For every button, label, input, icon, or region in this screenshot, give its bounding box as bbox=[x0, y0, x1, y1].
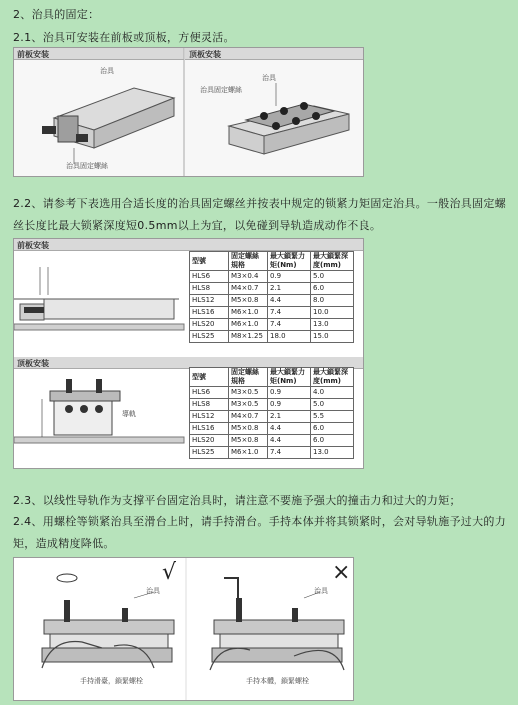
table-front-title: 前板安装 bbox=[17, 241, 49, 250]
table-header: 最大鎖緊力矩(Nm) bbox=[268, 368, 311, 387]
table-top-title: 顶板安装 bbox=[17, 359, 49, 368]
table-cell: 2.1 bbox=[268, 411, 311, 423]
table-cell: 4.4 bbox=[268, 435, 311, 447]
text-2-1: 2.1、治具可安装在前板或顶板，方便灵活。 bbox=[13, 31, 235, 44]
ng-mark: × bbox=[332, 560, 351, 585]
table-cell: 6.0 bbox=[311, 435, 354, 447]
table-cell: 6.0 bbox=[311, 423, 354, 435]
top-mount-title: 顶板安装 bbox=[189, 50, 221, 59]
table-row bbox=[190, 447, 354, 459]
table-cell: HLS16 bbox=[190, 307, 229, 319]
table-cell: M3×0.5 bbox=[229, 387, 268, 399]
table-cell: 0.9 bbox=[268, 387, 311, 399]
top-screw-label: 治具固定螺絲 bbox=[200, 86, 242, 94]
table-row bbox=[190, 271, 354, 283]
front-jig-label: 治具 bbox=[100, 67, 114, 75]
table-cell: 5.0 bbox=[311, 271, 354, 283]
table-cell: 7.4 bbox=[268, 319, 311, 331]
table-row bbox=[190, 399, 354, 411]
text-2-3: 2.3、以线性导轨作为支撑平台固定治具时，请注意不要施予强大的撞击力和过大的力矩； bbox=[13, 494, 461, 507]
table-cell: 0.9 bbox=[268, 271, 311, 283]
top-jig-label: 治具 bbox=[262, 74, 276, 82]
table-cell: 2.1 bbox=[268, 283, 311, 295]
table-cell: M3×0.4 bbox=[229, 271, 268, 283]
table-row bbox=[190, 411, 354, 423]
table-cell: M6×1.0 bbox=[229, 319, 268, 331]
table-cell: 6.0 bbox=[311, 283, 354, 295]
table-cell: M3×0.5 bbox=[229, 399, 268, 411]
right-caption: 手持本體，鎖緊螺栓 bbox=[246, 677, 309, 685]
table-header: 型號 bbox=[190, 368, 229, 387]
table-row bbox=[190, 307, 354, 319]
table-cell: HLS8 bbox=[190, 283, 229, 295]
table-cell: 4.4 bbox=[268, 423, 311, 435]
table-cell: 18.0 bbox=[268, 331, 311, 343]
table-row bbox=[190, 331, 354, 343]
section-heading: 2、治具的固定： bbox=[13, 8, 100, 21]
table-cell: HLS20 bbox=[190, 319, 229, 331]
table-cell: 7.4 bbox=[268, 447, 311, 459]
table-row bbox=[190, 387, 354, 399]
table-cell: M6×1.0 bbox=[229, 307, 268, 319]
table-row bbox=[190, 319, 354, 331]
table-cell: HLS6 bbox=[190, 271, 229, 283]
screw-depth-illustration bbox=[14, 239, 189, 468]
table-cell: 15.0 bbox=[311, 331, 354, 343]
table-cell: HLS20 bbox=[190, 435, 229, 447]
left-jig-label: 治具 bbox=[146, 587, 160, 595]
front-mount-title: 前板安装 bbox=[17, 50, 49, 59]
table-header: 型號 bbox=[190, 252, 229, 271]
top-spec-table bbox=[189, 367, 354, 459]
ok-mark: √ bbox=[162, 560, 177, 585]
table-cell: 5.0 bbox=[311, 399, 354, 411]
table-cell: M5×0.8 bbox=[229, 435, 268, 447]
text-2-4: 2.4、用螺栓等锁紧治具至滑台上时，请手持滑台。手持本体并将其锁紧时，会对导轨施予过大的力矩，造成精度降低。 bbox=[13, 515, 506, 550]
figure-mounting bbox=[13, 47, 364, 177]
figure-screw-tables bbox=[13, 238, 364, 469]
figure-holding bbox=[13, 557, 354, 701]
table-cell: 13.0 bbox=[311, 319, 354, 331]
table-row bbox=[190, 295, 354, 307]
table-header: 固定螺絲規格 bbox=[229, 368, 268, 387]
mounting-illustration bbox=[14, 48, 363, 176]
table-cell: 4.0 bbox=[311, 387, 354, 399]
table-header: 最大鎖緊力矩(Nm) bbox=[268, 252, 311, 271]
table-cell: 5.5 bbox=[311, 411, 354, 423]
table-cell: 4.4 bbox=[268, 295, 311, 307]
table-cell: HLS12 bbox=[190, 295, 229, 307]
table-cell: HLS16 bbox=[190, 423, 229, 435]
table-row bbox=[190, 423, 354, 435]
table-cell: HLS25 bbox=[190, 331, 229, 343]
front-spec-table bbox=[189, 251, 354, 343]
table-header: 最大鎖緊深度(mm) bbox=[311, 252, 354, 271]
table-cell: 10.0 bbox=[311, 307, 354, 319]
table-cell: 7.4 bbox=[268, 307, 311, 319]
table-cell: M5×0.8 bbox=[229, 295, 268, 307]
table-cell: 13.0 bbox=[311, 447, 354, 459]
left-caption: 手持滑臺，鎖緊螺栓 bbox=[80, 677, 143, 685]
table-row bbox=[190, 435, 354, 447]
front-screw-label: 治具固定螺絲 bbox=[66, 162, 108, 170]
table-cell: HLS8 bbox=[190, 399, 229, 411]
table-cell: HLS6 bbox=[190, 387, 229, 399]
table-cell: 8.0 bbox=[311, 295, 354, 307]
table-cell: HLS12 bbox=[190, 411, 229, 423]
table-cell: 0.9 bbox=[268, 399, 311, 411]
table-cell: M8×1.25 bbox=[229, 331, 268, 343]
table-cell: M4×0.7 bbox=[229, 283, 268, 295]
table-cell: M4×0.7 bbox=[229, 411, 268, 423]
table-cell: HLS25 bbox=[190, 447, 229, 459]
table-cell: M5×0.8 bbox=[229, 423, 268, 435]
table-row bbox=[190, 283, 354, 295]
right-jig-label: 治具 bbox=[314, 587, 328, 595]
table-header: 最大鎖緊深度(mm) bbox=[311, 368, 354, 387]
table-cell: M6×1.0 bbox=[229, 447, 268, 459]
rail-label: 導軌 bbox=[122, 410, 136, 418]
table-header: 固定螺絲規格 bbox=[229, 252, 268, 271]
text-2-2: 2.2、请参考下表选用合适长度的治具固定螺丝并按表中规定的锁紧力矩固定治具。一般治具固定螺丝长度比最大锁紧深度短0.5mm以上为宜，以免碰到导轨造成动作不良。 bbox=[13, 197, 506, 232]
